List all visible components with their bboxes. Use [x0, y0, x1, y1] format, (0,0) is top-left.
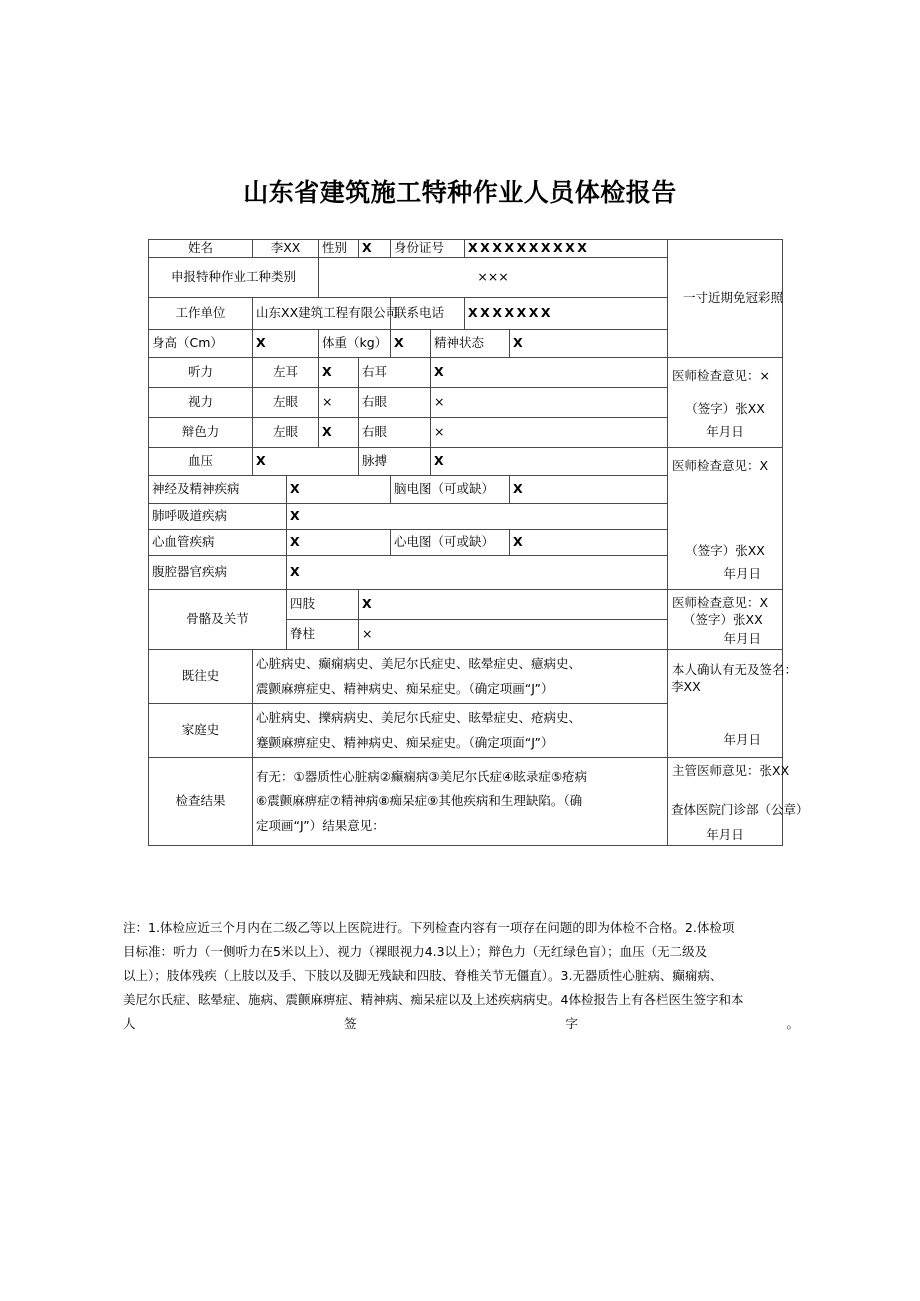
mental-state-value[interactable]: X	[510, 329, 668, 357]
chief-opinion-header: 主管医师意见：张XX	[672, 763, 790, 779]
sensory-opinion-date: 年月日	[706, 423, 744, 439]
table-row-identity	[149, 240, 783, 258]
abdomen-disease-value[interactable]: X	[287, 555, 668, 589]
footnote-line-5-a: 人	[123, 1016, 136, 1031]
work-type-label: 申报特种作业工种类别	[149, 257, 319, 297]
vision-right-value[interactable]: ×	[431, 387, 668, 417]
family-history-label: 家庭史	[149, 703, 253, 757]
past-history-label: 既往史	[149, 649, 253, 703]
mental-state-label: 精神状态	[431, 329, 510, 357]
employer-value[interactable]: 山东XX建筑工程有限公司	[253, 297, 391, 329]
hospital-stamp-label: 查体医院门诊部（公章）	[671, 801, 809, 817]
footnote-line-3: 以上）；肢体残疾（上肢以及手、下肢以及脚无残缺和四肢、脊椎关节无僵直）。3.无器质性心脏病、癫痫病、	[123, 968, 723, 983]
sensory-opinion-header: 医师检查意见：×	[672, 368, 771, 384]
photo-placeholder[interactable]	[668, 240, 783, 358]
spine-label: 脊柱	[287, 619, 359, 649]
ecg-label: 心电图（可或缺）	[391, 529, 510, 555]
limbs-label: 四肢	[287, 589, 359, 619]
result-line-1: 有无：①器质性心脏病②癫痫病③美尼尔氏症④眩录症⑤疮病	[256, 768, 588, 784]
self-confirm-date: 年月日	[723, 731, 762, 747]
self-confirm-signature: 李XX	[671, 678, 701, 694]
photo-placeholder-label: 一寸近期免冠彩照	[683, 290, 784, 305]
hearing-label: 听力	[149, 357, 253, 387]
height-value[interactable]: X	[253, 329, 319, 357]
phone-label: 联系电话	[391, 297, 465, 329]
skeletal-opinion-signature: （签字）张XX	[683, 611, 763, 627]
gender-label: 性别	[319, 240, 359, 258]
hearing-left-label: 左耳	[253, 357, 319, 387]
footnote-line-4: 美尼尔氏症、眩晕症、施病、震颤麻痹症、精神病、痴呆症以及上述疾病病史。4体检报告上有各栏医生签字和本	[123, 992, 744, 1007]
name-label: 姓名	[149, 240, 253, 258]
cardio-disease-label: 心血管疾病	[149, 529, 287, 555]
internal-opinion-header: 医师检查意见：X	[672, 458, 769, 474]
table-row-past-history	[149, 649, 783, 703]
family-history-line-2: 蹇颤麻痹症史、精神病史、痴呆症史。（确定项面“J”）	[256, 735, 554, 751]
footnote-line-5-c: 字	[565, 1016, 578, 1031]
spine-value[interactable]: ×	[359, 619, 668, 649]
footnote-line-5-b: 签	[344, 1016, 357, 1031]
hearing-right-label: 右耳	[359, 357, 431, 387]
page-title: 山东省建筑施工特种作业人员体检报告	[243, 178, 677, 207]
footnote	[123, 916, 799, 1036]
cardio-disease-value[interactable]: X	[287, 529, 391, 555]
footnote-line-1: 注：1.体检应近三个月内在二级乙等以上医院进行。下列检查内容有一项存在问题的即为体检不合格。2.体检项	[123, 920, 735, 935]
vision-right-label: 右眼	[359, 387, 431, 417]
ecg-value[interactable]: X	[510, 529, 668, 555]
internal-opinion-date: 年月日	[723, 565, 762, 581]
past-history-value[interactable]	[253, 649, 668, 703]
weight-value[interactable]: X	[391, 329, 431, 357]
eeg-value[interactable]: X	[510, 475, 668, 503]
past-history-line-1: 心脏病史、癫痫病史、美尼尔氏症史、眩晕症史、癔病史、	[256, 656, 582, 672]
skeletal-doctor-opinion[interactable]	[668, 589, 783, 649]
self-confirmation[interactable]	[668, 649, 798, 757]
neuro-disease-value[interactable]: X	[287, 475, 391, 503]
eeg-label: 脑电图（可或缺）	[391, 475, 510, 503]
result-label: 检查结果	[149, 757, 253, 845]
color-vision-right-value[interactable]: ×	[431, 417, 668, 447]
medical-exam-table	[148, 239, 809, 846]
color-vision-right-label: 右眼	[359, 417, 431, 447]
vision-left-label: 左眼	[253, 387, 319, 417]
table-row-bloodpressure	[149, 447, 783, 475]
hearing-right-value[interactable]: X	[431, 357, 668, 387]
color-vision-label: 辩色力	[149, 417, 253, 447]
table-row-hearing	[149, 357, 783, 387]
id-label: 身份证号	[391, 240, 465, 258]
work-type-value[interactable]: ×××	[319, 257, 668, 297]
sensory-doctor-opinion[interactable]	[668, 357, 783, 447]
vision-label: 视力	[149, 387, 253, 417]
pulse-value[interactable]: X	[431, 447, 668, 475]
footnote-line-5	[123, 1012, 799, 1036]
footnote-line-5-d: 。	[786, 1016, 799, 1031]
phone-value[interactable]: XXXXXXX	[465, 297, 668, 329]
neuro-disease-label: 神经及精神疾病	[149, 475, 287, 503]
sensory-opinion-signature: （签字）张XX	[685, 400, 765, 416]
self-confirm-header: 本人确认有无及签名：	[672, 662, 798, 678]
vision-left-value[interactable]: ×	[319, 387, 359, 417]
weight-label: 体重（kg）	[319, 329, 391, 357]
chief-opinion-date: 年月日	[706, 826, 744, 842]
name-value[interactable]: 李XX	[253, 240, 319, 258]
abdomen-disease-label: 腹腔器官疾病	[149, 555, 287, 589]
limbs-value[interactable]: X	[359, 589, 668, 619]
color-vision-left-label: 左眼	[253, 417, 319, 447]
blood-pressure-value[interactable]: X	[253, 447, 359, 475]
family-history-line-1: 心脏病史、擽病病史、美尼尔氏症史、眩晕症史、疮病史、	[256, 710, 582, 726]
table-row-result	[149, 757, 783, 845]
past-history-line-2: 震颤麻痹症史、精神病史、痴呆症史。（确定项画“J”）	[256, 681, 554, 697]
result-line-3: 定项画“J”）结果意见：	[256, 817, 385, 833]
height-label: 身高（Cm）	[149, 329, 253, 357]
family-history-value[interactable]	[253, 703, 668, 757]
skeleton-label: 骨骼及关节	[149, 589, 287, 649]
chief-doctor-opinion[interactable]	[668, 757, 809, 845]
skeletal-opinion-date: 年月日	[723, 630, 762, 646]
result-line-2: ⑥震颤麻痹症⑦精神病⑧痴呆症⑨其他疾病和生理缺陷。（确	[256, 793, 583, 809]
hearing-left-value[interactable]: X	[319, 357, 359, 387]
lung-disease-value[interactable]: X	[287, 503, 668, 529]
footnote-line-2: 目标准：听力（一侧听力在5米以上）、视力（裸眼视力4.3以上）；辩色力（无红绿色盲）；血压（无二级及	[123, 944, 708, 959]
internal-opinion-signature: （签字）张XX	[685, 542, 765, 558]
blood-pressure-label: 血压	[149, 447, 253, 475]
employer-label: 工作单位	[149, 297, 253, 329]
pulse-label: 脉搏	[359, 447, 431, 475]
skeletal-opinion-header: 医师检查意见：X	[672, 595, 769, 611]
id-value[interactable]: XXXXXXXXXX	[465, 240, 668, 258]
internal-doctor-opinion[interactable]	[668, 447, 783, 589]
gender-value[interactable]: X	[359, 240, 391, 258]
lung-disease-label: 肺呼吸道疾病	[149, 503, 287, 529]
color-vision-left-value[interactable]: X	[319, 417, 359, 447]
result-value[interactable]	[253, 757, 668, 845]
table-row-limbs	[149, 589, 783, 619]
